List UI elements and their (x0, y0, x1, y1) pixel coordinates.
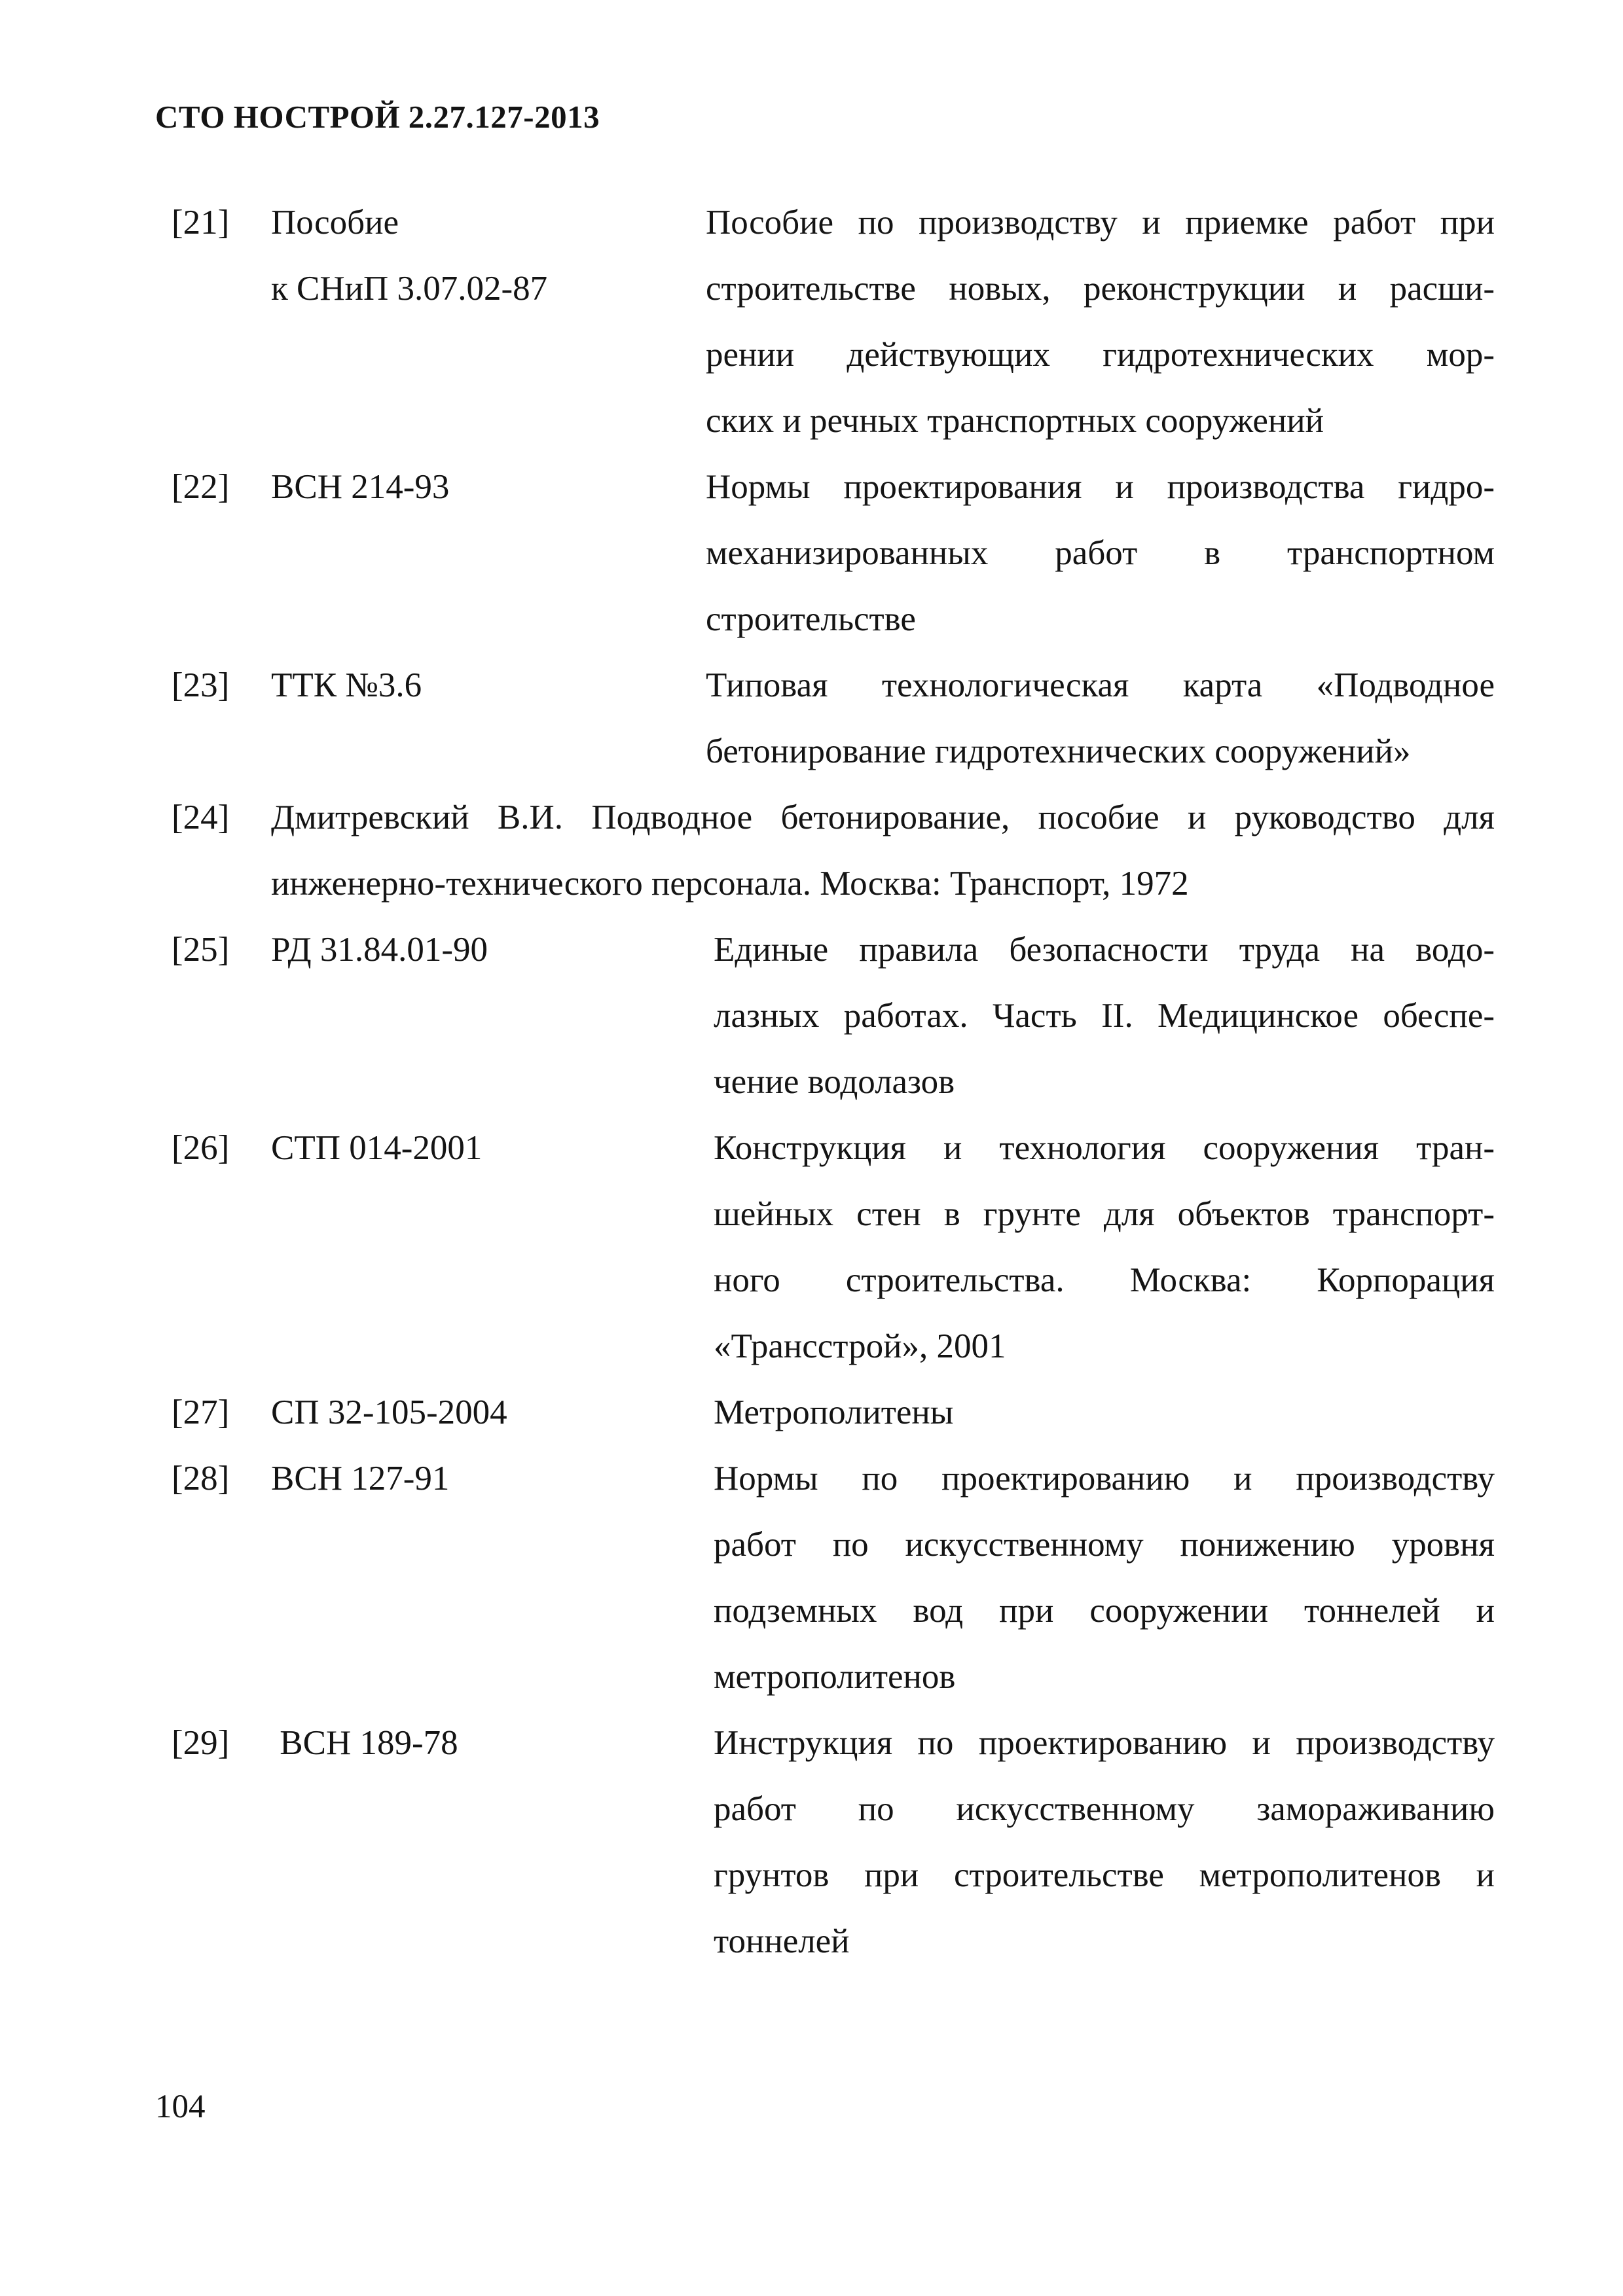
reference-item (172, 190, 1495, 454)
reference-code (271, 1380, 714, 1446)
reference-number: [27] (172, 1393, 230, 1431)
reference-item (172, 1710, 1495, 1975)
reference-title-line: Инструкция по проектированию и производству (714, 1724, 1495, 1762)
reference-full-line: Дмитревский В.И. Подводное бетонирование, пособие и руководство для (271, 798, 1495, 836)
reference-code-line: ВСН 189-78 (271, 1724, 458, 1762)
reference-title-line: лазных работах. Часть II. Медицинское обеспе- (714, 997, 1495, 1035)
reference-title-line: Метрополитены (714, 1393, 954, 1431)
reference-title-line: «Трансстрой», 2001 (714, 1327, 1006, 1365)
reference-title-line: Единые правила безопасности труда на водо- (714, 931, 1495, 969)
page-number: 104 (155, 2089, 206, 2125)
reference-code-line: ТТК №3.6 (271, 666, 422, 704)
reference-code-line: Пособие (271, 204, 399, 242)
reference-title-line: тоннелей (714, 1922, 850, 1960)
reference-item (172, 454, 1495, 653)
reference-code-line: СП 32-105-2004 (271, 1393, 507, 1431)
reference-item (172, 653, 1495, 785)
reference-title-line: Типовая технологическая карта «Подводное (706, 666, 1495, 704)
reference-title-line: ного строительства. Москва: Корпорация (714, 1261, 1495, 1299)
reference-code-line: РД 31.84.01-90 (271, 931, 488, 969)
reference-title (706, 454, 1495, 653)
reference-title (714, 1446, 1495, 1710)
reference-number: [26] (172, 1129, 230, 1167)
reference-code-line: СТП 014-2001 (271, 1129, 483, 1167)
reference-number: [28] (172, 1460, 230, 1498)
reference-full-line: инженерно-технического персонала. Москва: Транспорт, 1972 (271, 865, 1189, 903)
reference-item (172, 917, 1495, 1115)
reference-title-line: грунтов при строительстве метрополитенов и (714, 1856, 1495, 1894)
reference-code (271, 653, 706, 719)
reference-number: [23] (172, 666, 230, 704)
reference-title-line: работ по искусственному понижению уровня (714, 1526, 1495, 1564)
reference-number: [25] (172, 931, 230, 969)
reference-title-line: Нормы проектирования и производства гидро- (706, 468, 1495, 506)
reference-title-line: ских и речных транспортных сооружений (706, 402, 1324, 440)
reference-number: [22] (172, 468, 230, 506)
reference-item (172, 1115, 1495, 1380)
reference-code (271, 1446, 714, 1512)
reference-code (271, 190, 706, 322)
reference-code (271, 454, 706, 520)
reference-number: [21] (172, 204, 230, 242)
reference-code (271, 1115, 714, 1181)
reference-list (172, 190, 1495, 1975)
reference-code (271, 917, 714, 983)
reference-title-line: рении действующих гидротехнических мор- (706, 336, 1495, 374)
reference-title (714, 1710, 1495, 1975)
reference-title-line: чение водолазов (714, 1063, 955, 1101)
reference-title (714, 1115, 1495, 1380)
reference-title-line: подземных вод при сооружении тоннелей и (714, 1592, 1495, 1630)
reference-title-line: строительстве новых, реконструкции и расши- (706, 270, 1495, 308)
reference-item (172, 1380, 1495, 1446)
reference-title-line: Нормы по проектированию и производству (714, 1460, 1495, 1498)
reference-title-line: шейных стен в грунте для объектов транспорт- (714, 1195, 1495, 1233)
document-header: СТО НОСТРОЙ 2.27.127-2013 (155, 99, 600, 135)
reference-title-line: строительстве (706, 600, 916, 638)
reference-title-line: Конструкция и технология сооружения тран- (714, 1129, 1495, 1167)
reference-number: [24] (172, 798, 230, 836)
reference-code (271, 1710, 714, 1776)
reference-title-line: работ по искусственному замораживанию (714, 1790, 1495, 1828)
reference-title (714, 917, 1495, 1115)
reference-title-line: Пособие по производству и приемке работ при (706, 204, 1495, 242)
reference-title (706, 190, 1495, 454)
reference-code-line: к СНиП 3.07.02-87 (271, 270, 548, 308)
reference-number: [29] (172, 1724, 230, 1762)
reference-title-line: метрополитенов (714, 1658, 956, 1696)
reference-title (706, 653, 1495, 785)
reference-item (172, 785, 1495, 917)
reference-title-line: бетонирование гидротехнических сооружений» (706, 732, 1411, 770)
reference-full-text (271, 785, 1495, 917)
reference-item (172, 1446, 1495, 1710)
reference-code-line: ВСН 214-93 (271, 468, 450, 506)
reference-title (714, 1380, 1495, 1446)
reference-title-line: механизированных работ в транспортном (706, 534, 1495, 572)
reference-code-line: ВСН 127-91 (271, 1460, 450, 1498)
